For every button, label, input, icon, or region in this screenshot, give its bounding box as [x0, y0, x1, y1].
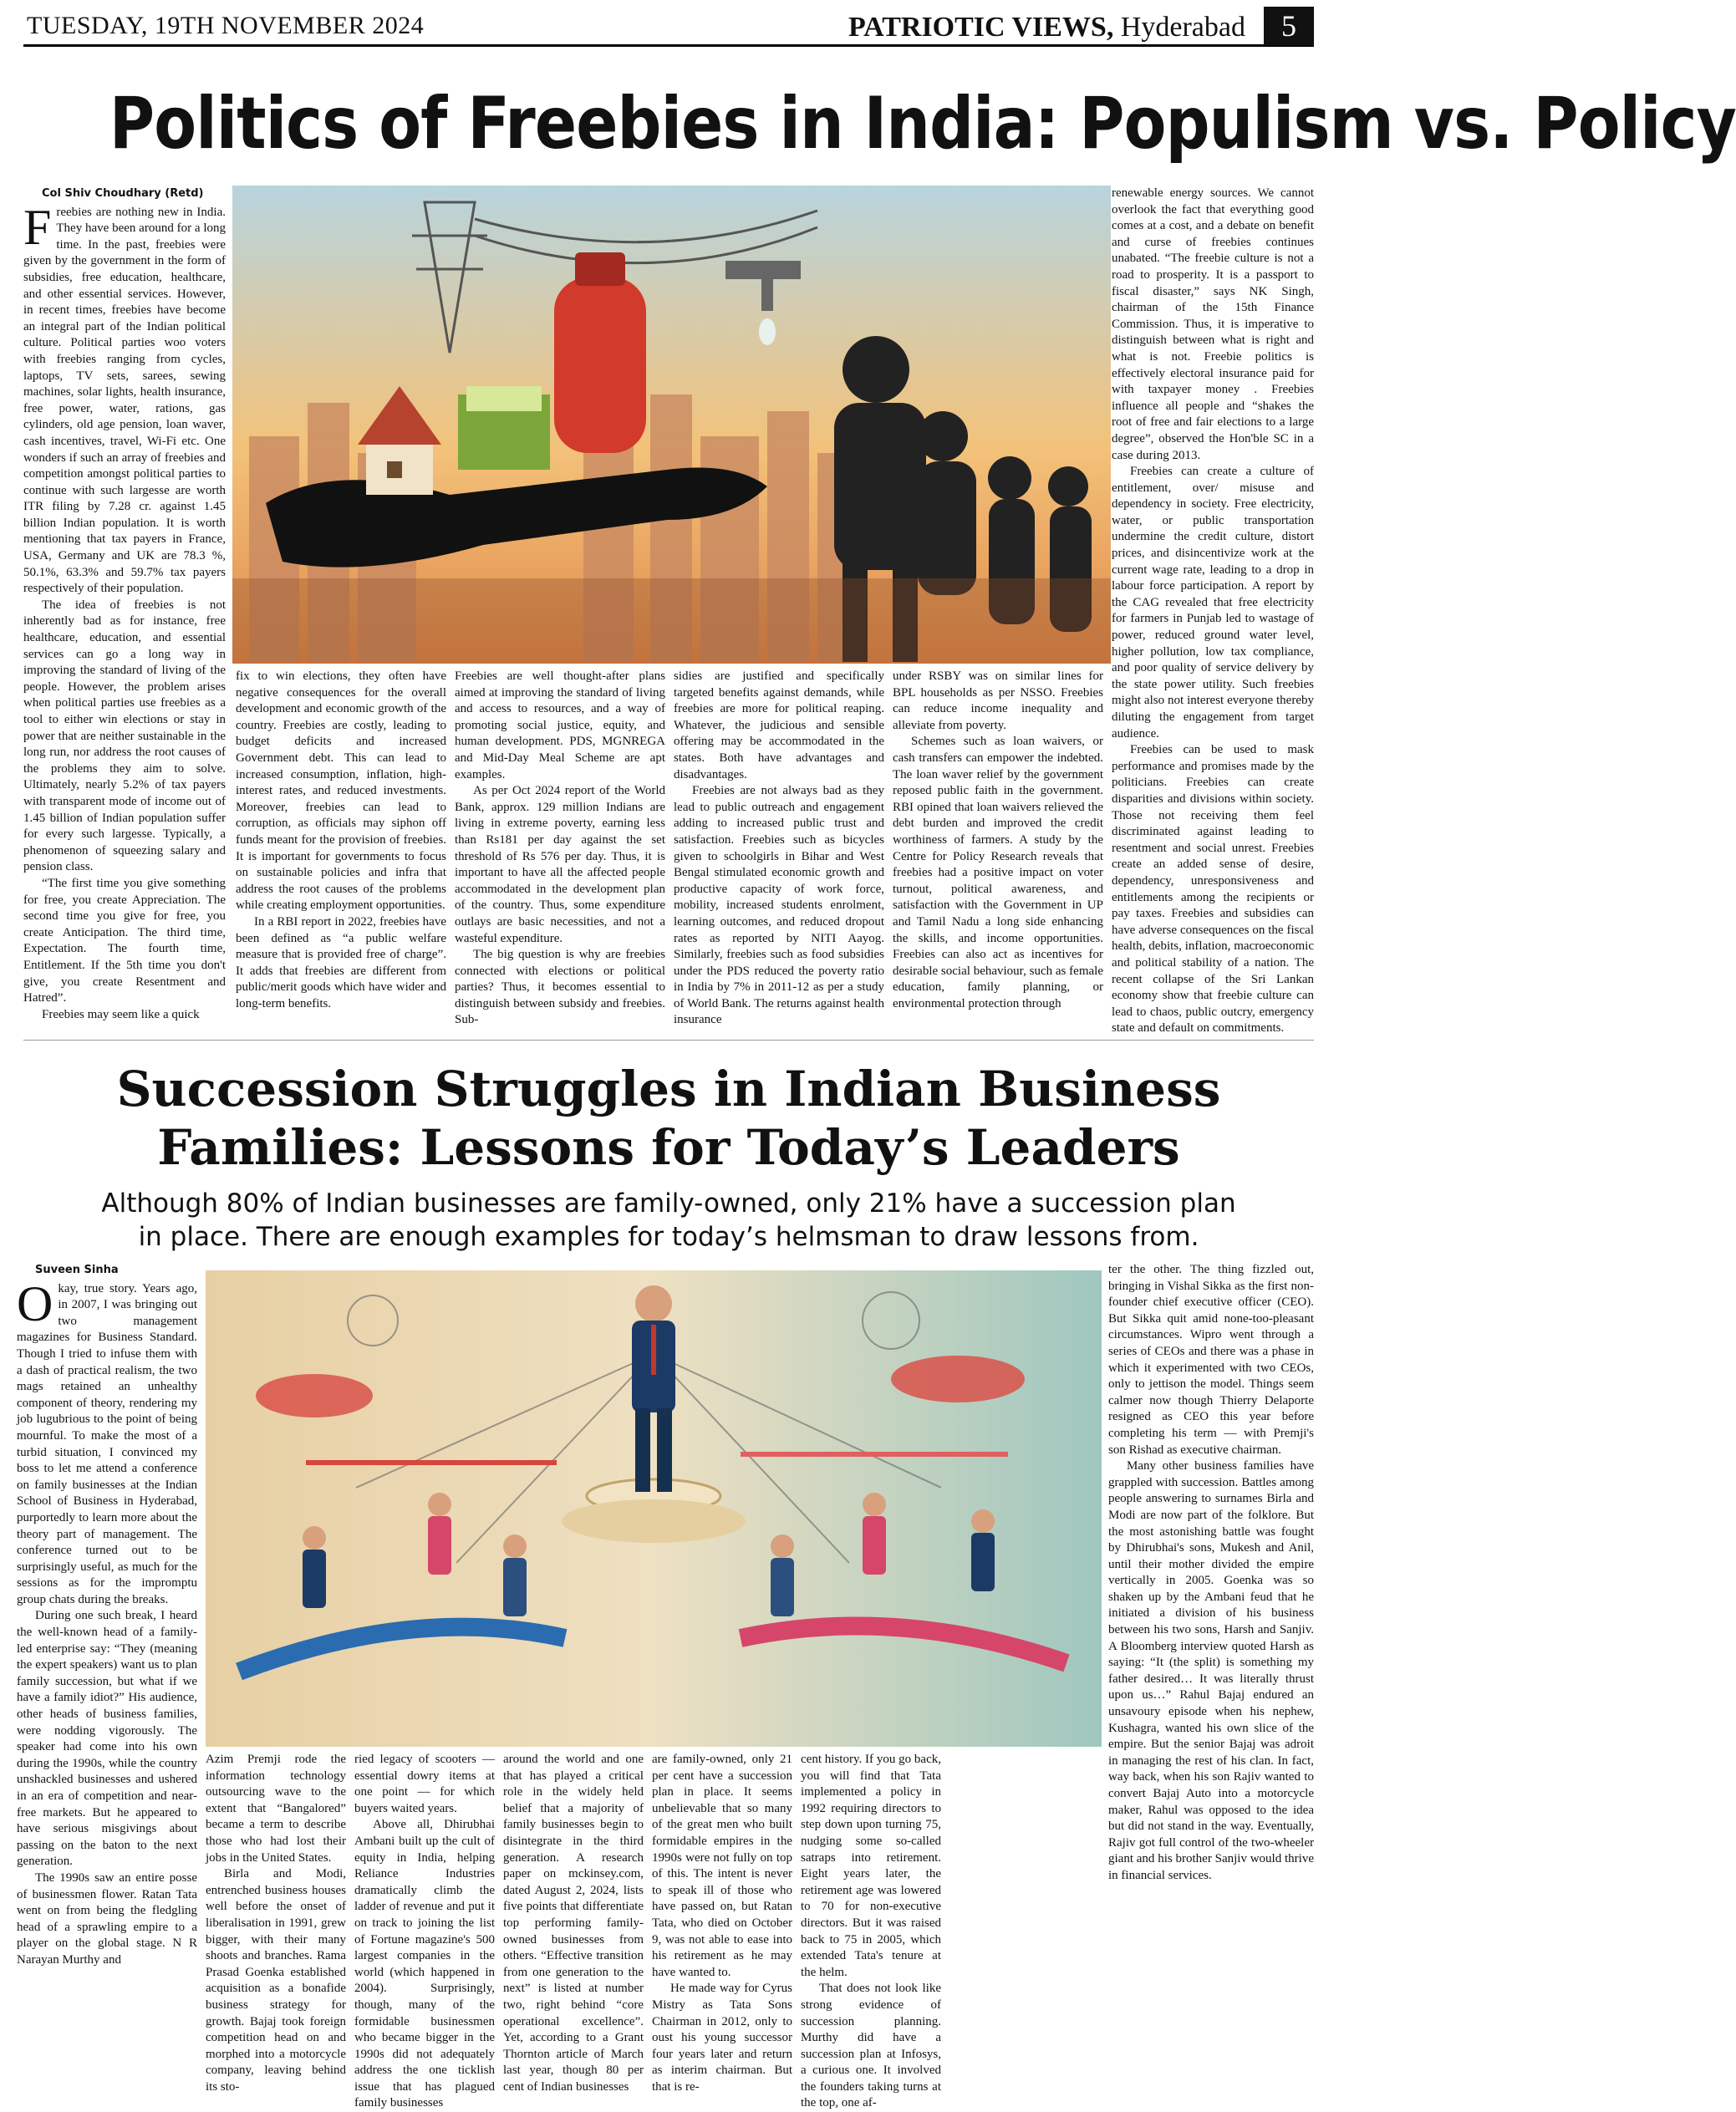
paragraph: around the world and one that has played a critical role in the widely held belief that a majority of family businesses begin to disintegrate in the third generation. A research paper on mckinsey.com, dated August 2, 2024, lists five points that differentiate top performing family-owned businesses from others. “Effective transition from one generation to the next” is listed at number two, right behind “core operational excellence”. Yet, according to a Grant Thornton article of March last year, though 80 per cent of Indian businesses — [503, 1753, 644, 2094]
article2-headline — [33, 1060, 1304, 1177]
paragraph: The big question is why are freebies connected with elections or political parties? Thus, it becomes essential to distinguish between subsidy and freebies. Sub- — [455, 948, 665, 1027]
page-number: 5 — [1264, 7, 1314, 45]
paragraph: As per Oct 2024 report of the World Bank, approx. 129 million Indians are living in extreme poverty, earning less than Rs181 per day against the set threshold of Rs 576 per day. Thus, it is important to have all the affected people accommodated in the development plan of the country. Thus, some expenditure outlays are basic necessities, and not a wasteful expenditure. — [455, 784, 665, 945]
section-divider — [23, 1040, 1314, 1041]
succession-illustration-art — [206, 1270, 1102, 1747]
paragraph: under RSBY was on similar lines for BPL households as per NSSO. Freebies can reduce income inequality and alleviate from poverty. — [893, 669, 1103, 732]
article1-lead-text: reebies are nothing new in India. They have been around for a long time. In the past, freebies were given by the government in the form of subsidies, free education, healthcare, and other essential services. However, in recent times, freebies have become an integral part of the Indian political culture. Political parties woo voters with freebies ranging from cycles, laptops, TV sets, sarees, sewing machines, solar lights, health insurance, free power, water, rations, gas cylinders, old age pension, loan waver, cash incentives, travel, Wi-Fi etc. One wonders if such an array of freebies and competition amongst political parties to continue with such largesse are worth ITR filing by 7.28 cr. against 1.45 billion Indian population. It is worth mentioning that tax payers in France, USA, Germany and UK are 78.3 %, 50.1%, 63.3% and 59.7% tax payers respectively of their population. — [23, 205, 226, 596]
article1-column-6 — [1112, 186, 1314, 1036]
article2-deck-line-2: in place. There are enough examples for today’s helmsman to draw lessons from. — [138, 1222, 1199, 1252]
paper-title: PATRIOTIC VIEWS, — [848, 12, 1114, 43]
issue-date: TUESDAY, 19TH NOVEMBER 2024 — [27, 12, 425, 39]
article2-headline-line-1: Succession Struggles in Indian Business — [116, 1061, 1221, 1117]
paragraph: He made way for Cyrus Mistry as Tata Sons Chairman in 2012, only to oust his young successor four years later and return as interim chairman. But that is re- — [652, 1982, 792, 2094]
paragraph: fix to win elections, they often have negative consequences for the overall development and economic growth of the country. Freebies are costly, leading to budget deficits and increased Government debt. This can lead to increased consumption, inflation, high-interest rates, and reduced investments. Moreover, freebies can lead to corruption, as officials may siphon off funds meant for the provision of freebies. It is important for governments to focus on sustainable policies and infra that address the root causes of the problems while creating employment opportunities. — [236, 669, 446, 913]
paragraph: Freebies can be used to mask performance and promises made by the politicians. Freebies can create disparities and divisions within society. Those not receiving them feel discriminated against leading to resentment and social unrest. Freebies create an added sense of desire, dependency, unresponsiveness and entitlements among the recipients or pay taxes. Freebies and subsidies can have adverse consequences on the fiscal health, debits, inflation, macroeconomic and political stability of a nation. The recent collapse of the Sri Lankan economy show that freebie culture can lead to chaos, public outcry, emergency state and default on commitments. — [1112, 743, 1314, 1036]
masthead-bar — [23, 7, 1314, 47]
paragraph: Freebies can create a culture of entitlement, over/ misuse and dependency in society. Free electricity, water, or public transportation undermine the credit culture, distort prices, and disincentivize work at the current wage rate, leading to a drop in labour force participation. A report by the CAG revealed that free electricity for farmers in Punjab led to wastage of power, reduced ground water level, higher pollution, low tax compliance, and poor quality of service delivery by the state power utility. Such freebies might also not interest everyone thereby diluting the engagement from target audience. — [1112, 465, 1314, 740]
article2-column-2 — [206, 1752, 346, 2094]
succession-illustration — [206, 1270, 1102, 1747]
paragraph: Many other business families have grappled with succession. Battles among people answering to surnames Birla and Modi are now part of the folklore. But the most astonishing battle was fought by Dhirubhai's sons, Mukesh and Anil, until their mother divided the empire vertically in 2005. Goenka was so shaken up by the Ambani feud that he initiated a division of his business between his two sons, Harsh and Sanjiv. A Bloomberg interview quoted Harsh as saying: “It (the split) is something my father desired… It was literally thrust upon us…” Rahul Bajaj endured an unsavoury episode when his nephew, Kushagra, wanted his own slice of the empire. But the senior Bajaj was adroit in managing the rest of his clan. In fact, way back, when his son Rajiv wanted to convert Bajaj Auto into a motorcycle maker, Rahul was opposed to the idea but did not stand in the way. Eventually, Rajiv got full control of the two-wheeler giant and his brother Sanjiv would thrive in financial services. — [1108, 1459, 1314, 1882]
article1-column-2 — [236, 669, 446, 1031]
paragraph: In a RBI report in 2022, freebies have been defined as “a public welfare measure that is provided free of charge”. It adds that freebies are different from public/merit goods which have wider and long-term benefits. — [236, 914, 446, 1010]
article2-lead-text: kay, true story. Years ago, in 2007, I was bringing out two management magazines for Business Standard. Though I tried to infuse them with a dash of practical realism, the two mags retained an unhealthy component of theory, rendering my job lugubrious to the point of being mournful. To make the most of a turbid situation, I convinced my boss to let me attend a conference on family businesses at the Indian School of Business in Hyderabad, purportedly to learn more about the theory part of management. The conference turned out to be surprisingly useful, as much for the sessions as for the impromptu group chats during the breaks. — [17, 1281, 197, 1606]
paragraph: renewable energy sources. We cannot overlook the fact that everything good comes at a cost, and a debate on benefit and curse of freebies continues unabated. “The freebie culture is not a road to prosperity. It is a passport to fiscal disaster,” says NK Singh, chairman of the 15th Finance Commission. Thus, it is imperative to distinguish between what is right and what is not. Freebie politics is effectively electoral insurance paid for with taxpayer money . Freebies influence all people and “shakes the root of free and fair elections to a large degree”, observed the Hon'ble SC in a case during 2013. — [1112, 186, 1314, 462]
paper-city: Hyderabad — [1120, 12, 1245, 43]
paragraph: ried legacy of scooters — essential dowry items at one point — for which buyers waited years. — [354, 1753, 495, 1815]
paragraph: During one such break, I heard the well-known head of a family-led enterprise say: “They (meaning the expert speakers) want us to plan family succession, but what if we have a family idiot?” His audience, other heads of business families, were nodding vigorously. The speaker had come into his own during the 1990s, while the country unshackled businesses and ushered in an era of competition and near-free markets. But he appeared to have serious misgivings about passing on the baton to the next generation. — [17, 1609, 197, 1869]
article2-column-4 — [503, 1752, 644, 2094]
article2-deck-line-1: Although 80% of Indian businesses are family-owned, only 21% have a succession plan — [101, 1188, 1236, 1219]
article1-column-1 — [23, 186, 226, 1031]
freebies-illustration — [232, 186, 1111, 664]
article2-column-6 — [801, 1752, 941, 2110]
article1-byline: Col Shiv Choudhary (Retd) — [42, 187, 204, 200]
article2-column-7 — [1108, 1262, 1314, 2039]
article1-column-3 — [455, 669, 665, 1031]
paragraph: cent history. If you go back, you will find that Tata implemented a policy in 1992 requiring directors to step down upon turning 75, nudging some so-called satraps into retirement. Eight years later, the retirement age was lowered to 70 for non-executive directors. But it was raised back to 75 in 2005, which extended Tata's tenure at the helm. — [801, 1753, 941, 1979]
article1-lead-paragraph — [23, 199, 226, 598]
article2-headline-line-2: Families: Lessons for Today’s Leaders — [157, 1119, 1180, 1176]
paragraph: Above all, Dhirubhai Ambani built up the cult of equity in India, helping Reliance Industries dramatically climb the ladder of revenue and put it on track to joining the list of Fortune magazine's 500 largest companies in the world (which happened in 2004). Surprisingly, though, many of the formidable businessmen who became bigger in the 1990s did not adequately address the one ticklish issue that has plagued family businesses — [354, 1818, 495, 2110]
article2-lead-paragraph — [17, 1275, 197, 1609]
paragraph: Freebies are not always bad as they lead to public outreach and engagement adding to increased public trust and satisfaction. Freebies such as bicycles given to schoolgirls in Bihar and West Bengal stimulated economic growth and productive capacity of work force, mobility, increased students enrolment, learning outcomes, and reduced dropout rates as reported by NITI Aayog. Similarly, freebies such as food subsidies under the PDS reduced the poverty ratio in India by 7% in 2011-12 as per a study of World Bank. The returns against health insurance — [674, 784, 884, 1027]
paragraph: Birla and Modi, entrenched business houses well before the onset of liberalisation in 1991, grew bigger, with their many shoots and branches. Rama Prasad Goenka established acquisition as a bonafide business strategy for growth. Bajaj took foreign competition head on and morphed into a motorcycle company, leaving behind its sto- — [206, 1867, 346, 2094]
article1-column-4 — [674, 669, 884, 1031]
paragraph: ter the other. The thing fizzled out, bringing in Vishal Sikka as the first non-founder chief executive officer (CEO). But Sikka quit amid none-too-pleasant circumstances. Wipro went through a series of CEOs and there was a phase in which it experimented with two CEOs, only to jettison the model. Things seem calmer now though Thierry Delaporte resigned as CEO this year before completing his term — with Premji's son Rishad as executive chairman. — [1108, 1263, 1314, 1457]
paragraph: are family-owned, only 21 per cent have a succession plan in place. It seems unbelievable that so many of the great men who built formidable empires in the 1990s were not fully on top of this. The intent is never to speak ill of those who have passed on, but Ratan Tata, who died on October 9, was not able to ease into his retirement as he may have wanted to. — [652, 1753, 792, 1979]
paragraph: Schemes such as loan waivers, or cash transfers can empower the indebted. The loan waver relief by the government reposed public faith in the government. RBI opined that loan waivers relieved the debt burden and improved the credit worthiness of farmers. A study by the Centre for Policy Research reveals that freebies had a positive impact on voter turnout, political awareness, and satisfaction with the Government in UP and Tamil Nadu a long side enhancing the skills, and income opportunities. Freebies can also act as incentives for desirable social behaviour, such as female education, family planning, or environmental protection through — [893, 735, 1103, 1010]
paragraph: sidies are justified and specifically targeted benefits against demands, while freebies are more for political reaping. Whatever, the judicious and sensible offering may be accommodated in the states. Both have advantages and disadvantages. — [674, 669, 884, 781]
drop-cap: O — [17, 1275, 53, 1331]
article2-column-5 — [652, 1752, 792, 2094]
drop-cap: F — [23, 199, 52, 255]
paragraph: The 1990s saw an entire posse of businessmen flower. Ratan Tata went on from being the fledgling head of a sprawling empire to a player on the global stage. N R Narayan Murthy and — [17, 1870, 197, 1967]
article2-byline: Suveen Sinha — [35, 1264, 119, 1276]
paragraph: The idea of freebies is not inherently bad as for instance, free healthcare, education, and essential services can go a long way in improving the standard of living of the people. However, the problem arises when political parties use freebies as a tool to either win elections or stay in power that are neither sustainable in the long run, nor address the root causes of the problems they aim to solve. Ultimately, nearly 5.2% of tax payers with transparent mode of income out of 1.45 billion of Indian population suffer for every such largesse. Typically, a phenomenon of squeezing salary and pension class. — [23, 598, 226, 874]
paragraph: That does not look like strong evidence of succession planning. Murthy did have a succession plan at Infosys, a curious one. It involved the founders taking turns at the top, one af- — [801, 1982, 941, 2110]
paragraph: Azim Premji rode the information technology outsourcing wave to the extent that “Bangalored” became a term to describe those who had lost their jobs in the United States. — [206, 1753, 346, 1865]
paper-name — [848, 12, 1245, 43]
paragraph: Freebies may seem like a quick — [42, 1007, 200, 1021]
freebies-illustration-art — [232, 186, 1111, 664]
article1-column-5 — [893, 669, 1103, 1031]
article2-deck — [17, 1187, 1321, 1254]
article2-column-1 — [17, 1262, 197, 2039]
paragraph: “The first time you give something for free, you create Appreciation. The second time you give for free, you create Anticipation. The third time, Expectation. The fourth time, Entitlement. If the 5th time you don't give, you create Resentment and Hatred”. — [23, 876, 226, 1005]
article2-column-3 — [354, 1752, 495, 2110]
article1-headline: Politics of Freebies in India: Populism vs. Policy — [109, 82, 1736, 165]
paragraph: Freebies are well thought-after plans aimed at improving the standard of living and access to resources, and a way of promoting social justice, equity, and human development. PDS, MGNREGA and Mid-Day Meal Scheme are apt examples. — [455, 669, 665, 781]
